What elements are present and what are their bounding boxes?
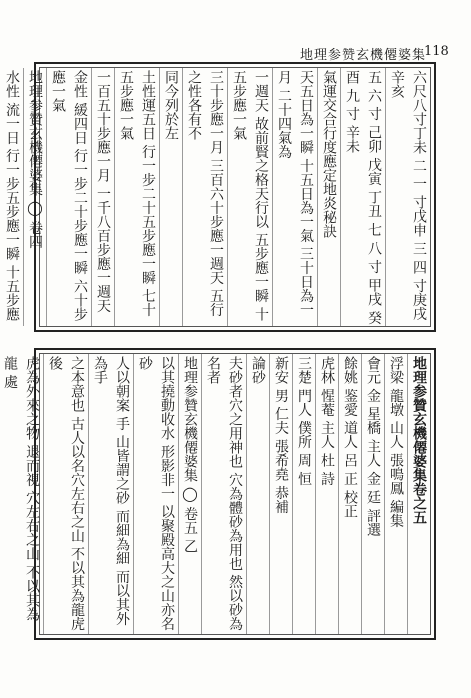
text-column: 土性運五日 行一步二十五步應一瞬 七十五步應一氣 [114,68,159,326]
credit-column: 三楚 門人 僕所 周 恒 [292,354,315,634]
bottom-text-columns [2,354,430,634]
text-column: 人以朝案 手 山皆謂之砂 而細為細 而以其外 為手 [88,354,133,634]
text-column: 同今列於左 [159,68,182,326]
credit-column: 新安 男 仁夫 張希堯 恭補 [269,354,292,634]
text-column: 以其撓動收水 形影非一 以聚殿高大之山亦名砂 [133,354,178,634]
page-number: 118 [424,44,449,59]
text-column: 之本意也 古人以名穴左右之山 不以其為龍虎後 [43,354,88,634]
center-fold-column: 地理参贊玄機僊婆集 ◯ 卷四 [23,68,46,326]
text-column: 一週天 故前賢之格天行以 五步應一瞬 十五步應一氣 [227,68,272,326]
section-heading-column: 論砂 [246,354,269,634]
text-column: 五 六 寸 己卯 戊寅 丁丑 七 八 寸 甲戌 癸酉 九 寸 辛未 [340,68,385,326]
text-column: 水性 流一日 行一步五步應一瞬 十五步應 [0,68,23,326]
volume-title-column: 地理参贊玄機僊婆集卷之五 [407,354,430,634]
text-column: 三十步應一月 三百六十步應一週天 五行之性各有不 [182,68,227,326]
top-text-panel [4,62,436,332]
text-column: 一百五十步應一月 一千八百步應一週天 [91,68,114,326]
credit-column: 虎林 惺菴 主人 杜 詩 [315,354,338,634]
running-header: 地理参赞玄機僊婆集 [300,48,427,63]
top-text-columns [4,68,430,326]
credit-column: 浮梁 龍墩 山人 張鳴鳳 編集 [384,354,407,634]
center-fold-column: 地理参贊玄機僊婆集 ◯ 卷五 乙 [178,354,201,634]
text-column: 氣運交合行度應定地炎秘訣 [317,68,340,326]
text-column: 夫砂者穴之用神也 穴為體砂為用也 然以砂為名者 [201,354,246,634]
text-column: 六尺八寸丁未 二 一 寸戊申 三 四 寸庚戌 辛亥 [385,68,430,326]
credit-column: 會元 金 星橋 主人 金 廷 評選 [361,354,384,634]
bottom-text-panel [2,348,436,640]
text-column: 虎為外來之物 退而視 穴左右之山 不以其為龍 處 [0,354,43,634]
text-column: 天五日為一瞬 十五日為一氣 三十日為一月 二十四氣為 [272,68,317,326]
text-column: 金性 緩四日 行一步二十步應一瞬 六十步應一氣 [46,68,91,326]
credit-column: 餘姚 鉴愛 道人 呂 正 校正 [338,354,361,634]
